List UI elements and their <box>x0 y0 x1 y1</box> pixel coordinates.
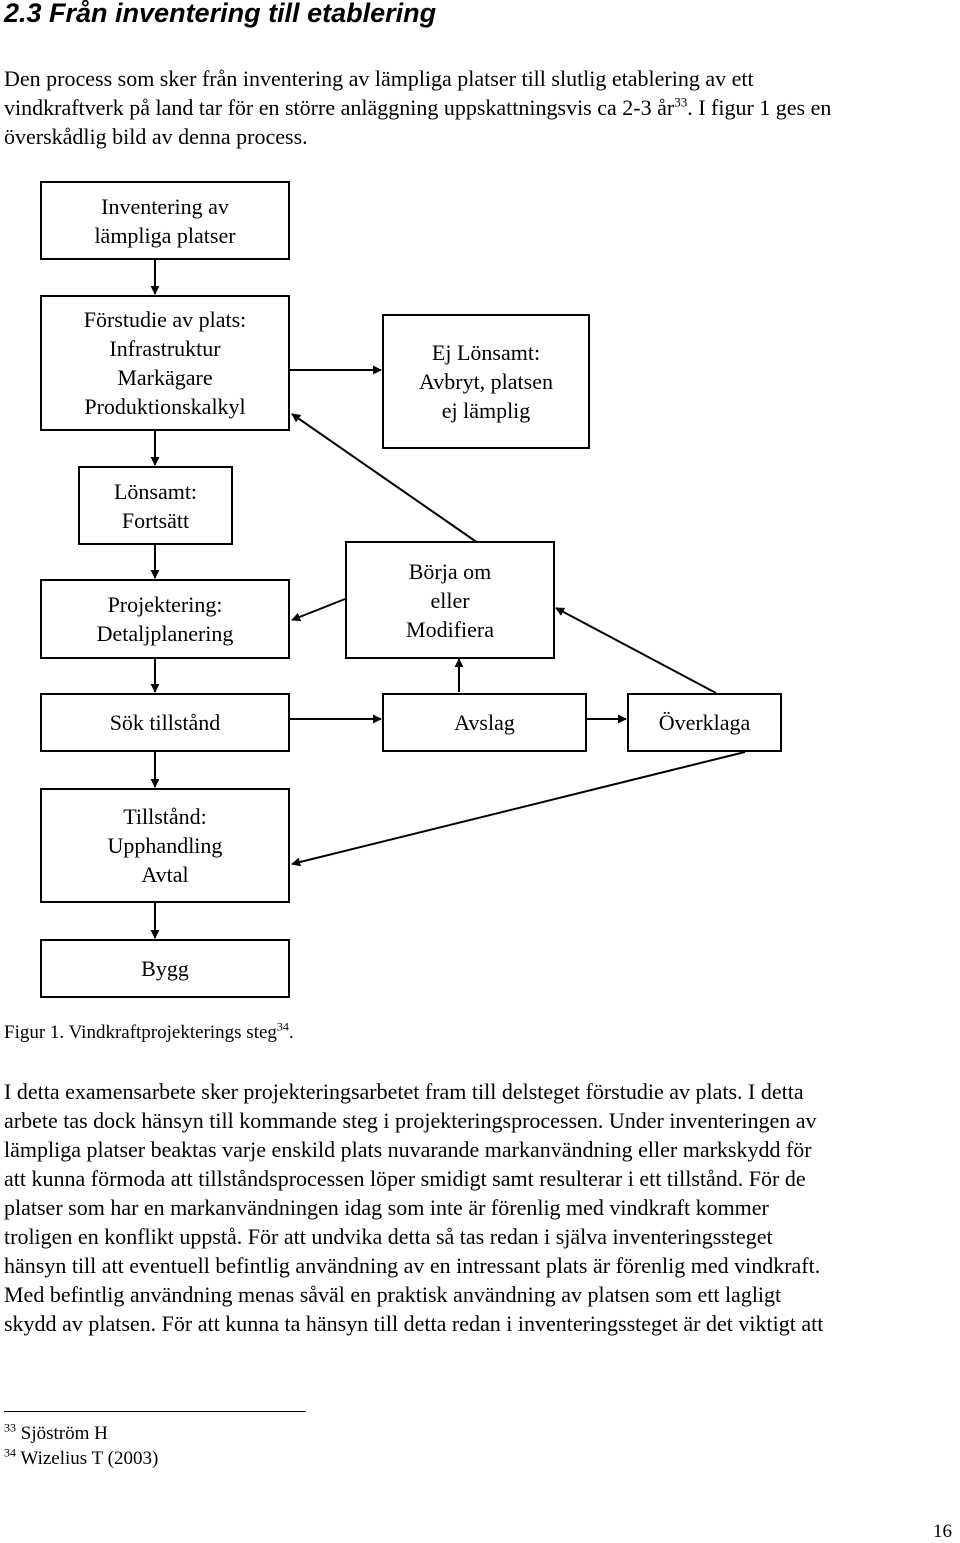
intro-text: vindkraftverk på land tar för en större anläggning uppskattningsvis ca 2-3 år <box>4 95 675 120</box>
box-text: Detaljplanering <box>96 621 234 646</box>
box-projektering <box>40 579 290 659</box>
footnote-text: Sjöström H <box>20 1423 108 1444</box>
caption-end: . <box>288 1022 294 1043</box>
box-text: Bygg <box>141 956 189 981</box>
box-sok-tillstand <box>40 693 290 752</box>
box-text: Tillstånd: <box>123 804 207 829</box>
box-text: Produktionskalkyl <box>84 394 246 419</box>
box-text: Upphandling <box>107 833 223 858</box>
body-line: hänsyn till att eventuell befintlig användning av en intressant plats är förenlig med vindkraft. <box>4 1253 821 1278</box>
box-text: Sök tillstånd <box>109 710 221 735</box>
box-borja-om <box>345 541 555 659</box>
arrow-overklaga-borjaom <box>556 608 716 693</box>
box-forstudie <box>40 295 290 431</box>
intro-text: . I figur 1 ges en <box>687 95 832 120</box>
footnote-text: Wizelius T (2003) <box>20 1448 159 1469</box>
box-text: Projektering: <box>107 592 223 617</box>
footnote <box>4 1445 159 1470</box>
figure-caption <box>4 1019 294 1044</box>
footnote <box>4 1420 108 1445</box>
box-text: Infrastruktur <box>109 336 221 361</box>
box-ej-lonsamt <box>382 314 590 449</box>
box-text: Fortsätt <box>121 507 190 533</box>
body-line: platser som har en markanvändningen idag som inte är förenlig med vindkraft kommer <box>4 1195 769 1220</box>
body-line: lämpliga platser beaktas varje enskild plats nuvarande markanvändning eller markskydd för <box>4 1137 812 1162</box>
footnote-divider <box>4 1411 306 1412</box>
body-line: I detta examensarbete sker projekteringsarbetet fram till delsteget förstudie av plats. I detta <box>4 1079 804 1104</box>
box-text: Börja om <box>408 558 492 584</box>
arrow-borjaom-projektering <box>292 599 345 620</box>
box-text: Modifiera <box>406 616 494 642</box>
page-number: 16 <box>933 1521 952 1542</box>
box-text: Överklaga <box>658 710 751 735</box>
box-text: Avslag <box>454 710 515 735</box>
section-heading: 2.3 Från inventering till etablering <box>4 0 437 28</box>
box-bygg <box>40 939 290 998</box>
box-avslag <box>382 693 587 752</box>
box-text: ej lämplig <box>441 398 531 423</box>
box-text: Avbryt, platsen <box>418 369 553 394</box>
box-text: Inventering av <box>101 193 229 219</box>
box-text: lämpliga platser <box>94 222 236 248</box>
box-text: Ej Lönsamt: <box>431 340 541 365</box>
body-paragraph <box>4 1077 954 1338</box>
box-lonsamt <box>78 466 233 545</box>
footnote-number: 33 <box>4 1420 16 1435</box>
arrow-overklaga-tillstand <box>292 752 745 864</box>
box-overklaga <box>627 693 782 752</box>
body-line: Med befintlig användning menas såväl en praktisk användning av platsen som ett lagligt <box>4 1282 782 1307</box>
box-text: Markägare <box>117 365 213 390</box>
body-line: troligen en konflikt uppstå. För att undvika detta så tas redan i själva inventeringssteget <box>4 1224 773 1249</box>
body-line: att kunna förmoda att tillståndsprocessen löper smidigt samt resulterar i ett tillstånd. För de <box>4 1166 806 1191</box>
body-line: skydd av platsen. För att kunna ta hänsyn till detta redan i inventeringssteget är det viktigt att <box>4 1311 824 1336</box>
box-text: eller <box>430 587 470 613</box>
box-text: Avtal <box>141 862 189 887</box>
box-tillstand <box>40 788 290 903</box>
box-text: Förstudie av plats: <box>83 307 247 332</box>
intro-line: överskådlig bild av denna process. <box>4 124 308 149</box>
caption-text: Figur 1. Vindkraftprojekterings steg <box>4 1022 277 1043</box>
intro-line: Den process som sker från inventering av lämpliga platser till slutlig etablering av ett <box>4 66 754 91</box>
footnote-ref: 34 <box>276 1019 289 1034</box>
box-text: Lönsamt: <box>113 478 198 504</box>
footnote-ref: 33 <box>674 94 688 110</box>
box-inventering <box>40 181 290 260</box>
body-line: arbete tas dock hänsyn till kommande steg i projekteringsprocessen. Under inventeringen av <box>4 1108 817 1133</box>
footnote-number: 34 <box>4 1445 16 1460</box>
